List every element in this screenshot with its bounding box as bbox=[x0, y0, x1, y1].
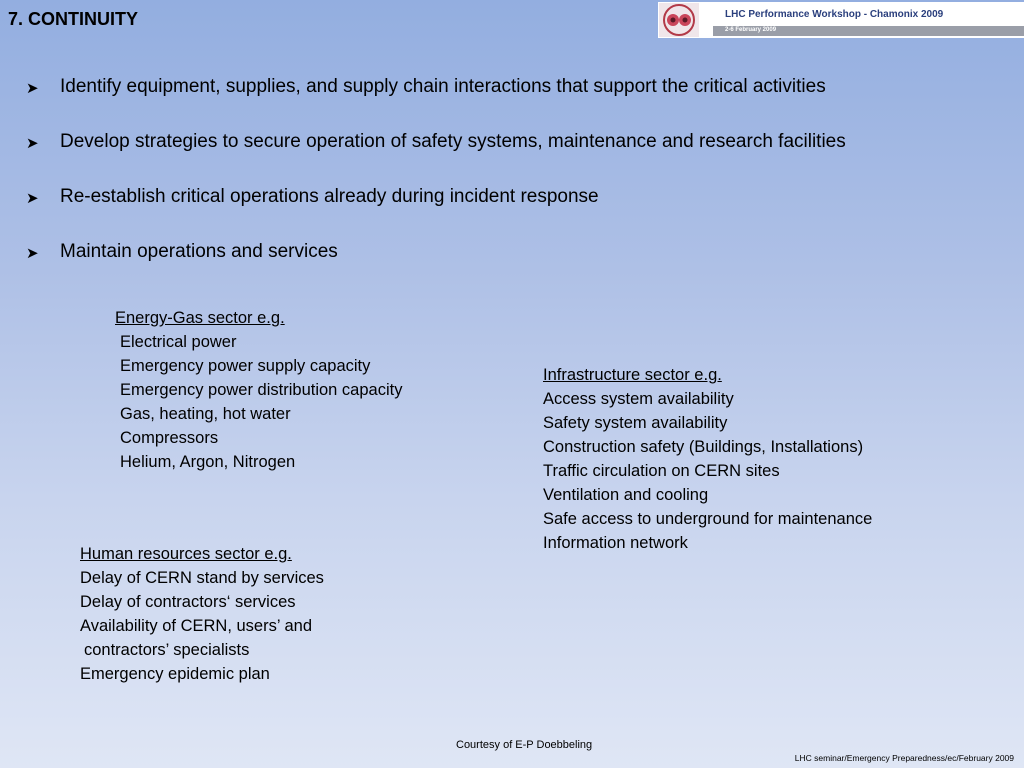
arrow-bullet-icon: ➤ bbox=[26, 190, 39, 207]
energy-sector-item: Gas, heating, hot water bbox=[120, 405, 291, 423]
workshop-logo bbox=[658, 2, 1024, 38]
hr-sector-block bbox=[80, 542, 324, 686]
bullet-item bbox=[26, 76, 846, 131]
workshop-dates: 2-6 February 2009 bbox=[725, 27, 777, 33]
bullet-text: Re-establish critical operations already during incident response bbox=[60, 186, 599, 207]
courtesy-note: Courtesy of E-P Doebbeling bbox=[456, 739, 593, 751]
infrastructure-sector-item: Information network bbox=[543, 534, 688, 552]
energy-sector-heading: Energy-Gas sector e.g. bbox=[115, 309, 285, 327]
bullet-item bbox=[26, 186, 846, 241]
bullet-text: Maintain operations and services bbox=[60, 241, 338, 262]
infrastructure-sector-item: Construction safety (Buildings, Installations) bbox=[543, 438, 864, 456]
energy-sector-block bbox=[115, 306, 402, 474]
bullet-item bbox=[26, 131, 846, 186]
energy-sector-item: Emergency power supply capacity bbox=[120, 357, 371, 375]
workshop-banner bbox=[713, 4, 1024, 26]
arrow-bullet-icon: ➤ bbox=[26, 135, 39, 152]
infrastructure-sector-item: Ventilation and cooling bbox=[543, 486, 709, 504]
bullet-item bbox=[26, 241, 846, 296]
slide-footer: LHC seminar/Emergency Preparedness/ec/February 2009 bbox=[794, 753, 1014, 763]
infrastructure-sector-item: Traffic circulation on CERN sites bbox=[543, 462, 780, 480]
energy-sector-item: Electrical power bbox=[120, 333, 237, 351]
hr-sector-item: Delay of contractors‘ services bbox=[80, 593, 296, 611]
infrastructure-sector-item: Safe access to underground for maintenance bbox=[543, 510, 873, 528]
bullet-list bbox=[26, 76, 846, 296]
arrow-bullet-icon: ➤ bbox=[26, 245, 39, 262]
infrastructure-sector-item: Access system availability bbox=[543, 390, 734, 408]
workshop-banner-text: LHC Performance Workshop - Chamonix 2009 bbox=[725, 9, 944, 20]
bullet-text: Identify equipment, supplies, and supply chain interactions that support the critical activities bbox=[60, 76, 826, 97]
bullet-text: Develop strategies to secure operation of safety systems, maintenance and research facilities bbox=[60, 131, 846, 152]
energy-sector-item: Helium, Argon, Nitrogen bbox=[120, 453, 296, 471]
hr-sector-item: contractors’ specialists bbox=[84, 641, 250, 659]
infrastructure-sector-block bbox=[543, 363, 872, 555]
hr-sector-item: Emergency epidemic plan bbox=[80, 665, 270, 683]
energy-sector-item: Compressors bbox=[120, 429, 219, 447]
hr-sector-heading: Human resources sector e.g. bbox=[80, 545, 292, 563]
cern-logo-icon bbox=[659, 3, 699, 37]
arrow-bullet-icon: ➤ bbox=[26, 80, 39, 97]
hr-sector-item: Delay of CERN stand by services bbox=[80, 569, 324, 587]
infrastructure-sector-item: Safety system availability bbox=[543, 414, 728, 432]
infrastructure-sector-heading: Infrastructure sector e.g. bbox=[543, 366, 722, 384]
energy-sector-item: Emergency power distribution capacity bbox=[120, 381, 403, 399]
hr-sector-item: Availability of CERN, users’ and bbox=[80, 617, 313, 635]
workshop-dates-strip bbox=[713, 26, 1024, 36]
slide-title: 7. CONTINUITY bbox=[8, 9, 139, 29]
